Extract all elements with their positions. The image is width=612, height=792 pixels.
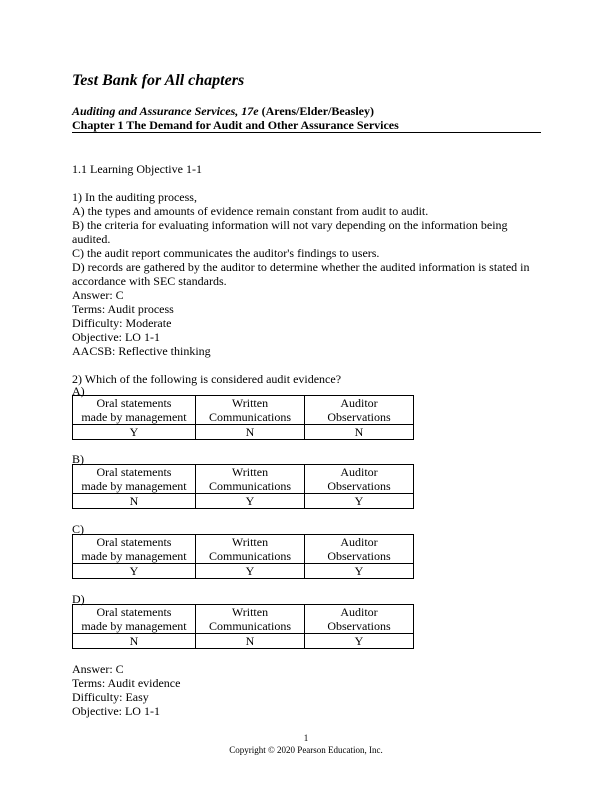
header-cell: Oral statements made by management <box>73 396 196 425</box>
table-row <box>73 494 414 509</box>
page-number: 1 <box>303 733 309 743</box>
copyright-notice: Copyright © 2020 Pearson Education, Inc. <box>229 745 383 755</box>
book-authors: (Arens/Elder/Beasley) <box>258 104 375 118</box>
header-cell: Oral statements made by management <box>73 535 196 564</box>
table-cell: Y <box>305 494 414 509</box>
page-title: Test Bank for All chapters <box>72 72 245 89</box>
header-divider <box>72 132 541 133</box>
option-label: D) <box>72 592 85 606</box>
objective: Objective: LO 1-1 <box>72 704 160 718</box>
header-cell: Written Communications <box>196 396 305 425</box>
option-d-continued: accordance with SEC standards. <box>72 274 227 288</box>
table-row <box>73 425 414 440</box>
table-cell: Y <box>305 564 414 579</box>
header-cell: Auditor Observations <box>305 465 414 494</box>
answer: Answer: C <box>72 662 124 676</box>
option-label: A) <box>72 384 85 398</box>
table-cell: Y <box>196 494 305 509</box>
terms: Terms: Audit process <box>72 302 174 316</box>
header-cell: Auditor Observations <box>305 605 414 634</box>
terms: Terms: Audit evidence <box>72 676 181 690</box>
answer-table-a <box>72 395 414 440</box>
table-cell: N <box>305 425 414 440</box>
option-b-continued: audited. <box>72 232 111 246</box>
table-cell: N <box>196 425 305 440</box>
header-cell: Oral statements made by management <box>73 465 196 494</box>
header-cell: Written Communications <box>196 465 305 494</box>
table-header-row <box>73 465 414 494</box>
header-cell: Auditor Observations <box>305 535 414 564</box>
answer-table-c <box>72 534 414 579</box>
difficulty: Difficulty: Moderate <box>72 316 172 330</box>
question-stem: 1) In the auditing process, <box>72 190 197 204</box>
answer: Answer: C <box>72 288 124 302</box>
table-cell: Y <box>73 564 196 579</box>
table-cell: Y <box>73 425 196 440</box>
chapter-title: Chapter 1 The Demand for Audit and Other Assurance Services <box>72 118 399 132</box>
option-b: B) the criteria for evaluating information will not vary depending on the information being <box>72 218 508 232</box>
table-row <box>73 564 414 579</box>
option-a: A) the types and amounts of evidence remain constant from audit to audit. <box>72 204 429 218</box>
table-cell: N <box>73 634 196 649</box>
option-label: B) <box>72 452 84 466</box>
table-row <box>73 634 414 649</box>
table-cell: Y <box>305 634 414 649</box>
header-cell: Written Communications <box>196 535 305 564</box>
table-header-row <box>73 605 414 634</box>
question-stem: 2) Which of the following is considered audit evidence? <box>72 372 342 386</box>
header-cell: Oral statements made by management <box>73 605 196 634</box>
table-cell: Y <box>196 564 305 579</box>
answer-table-b <box>72 464 414 509</box>
answer-table-d <box>72 604 414 649</box>
table-cell: N <box>73 494 196 509</box>
objective: Objective: LO 1-1 <box>72 330 160 344</box>
option-label: C) <box>72 522 84 536</box>
section-heading: 1.1 Learning Objective 1-1 <box>72 162 202 176</box>
header-cell: Auditor Observations <box>305 396 414 425</box>
table-cell: N <box>196 634 305 649</box>
aacsb: AACSB: Reflective thinking <box>72 344 211 358</box>
book-title: Auditing and Assurance Services, 17e <box>72 104 259 118</box>
header-cell: Written Communications <box>196 605 305 634</box>
table-header-row <box>73 535 414 564</box>
difficulty: Difficulty: Easy <box>72 690 149 704</box>
table-header-row <box>73 396 414 425</box>
book-citation <box>72 104 374 119</box>
option-d: D) records are gathered by the auditor to determine whether the audited information is stated in <box>72 260 530 274</box>
option-c: C) the audit report communicates the auditor's findings to users. <box>72 246 380 260</box>
